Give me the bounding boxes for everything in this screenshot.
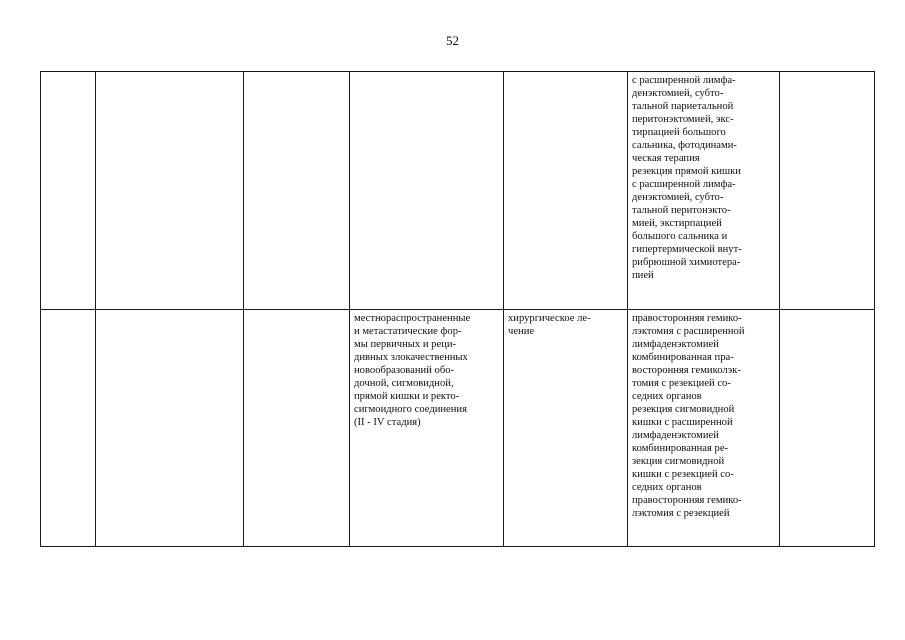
- cell-text-line: седних органов: [632, 391, 702, 402]
- cell-text-line: тальной перитонэкто-: [632, 205, 731, 216]
- cell-text-line: рибрюшной химиотера-: [632, 257, 741, 268]
- table-row: [41, 72, 875, 310]
- cell-text-line: новообразований обо-: [354, 365, 455, 376]
- table-row: [41, 310, 875, 547]
- cell-text-line: мы первичных и реци-: [354, 339, 457, 350]
- table-cell-profile: [96, 310, 244, 547]
- cell-text-line: кишки с расширенной: [632, 417, 733, 428]
- cell-text-line: лэктомия с резекцией: [632, 508, 730, 519]
- cell-text-line: местнораспространенные: [354, 313, 471, 324]
- cell-text-line: лэктомия с расширенной: [632, 326, 745, 337]
- cell-text-line: резекция прямой кишки: [632, 166, 741, 177]
- cell-text-line: правосторонняя гемико-: [632, 495, 742, 506]
- cell-text-line: мией, экстирпацией: [632, 218, 722, 229]
- table-cell-model: [350, 72, 504, 310]
- cell-text-line: комбинированная ре-: [632, 443, 729, 454]
- table-cell-number: [41, 72, 96, 310]
- table-cell-cost: [780, 310, 875, 547]
- table-cell-model: [350, 310, 504, 547]
- table-cell-method: [628, 72, 780, 310]
- cell-text-line: чение: [508, 326, 535, 337]
- page-number: 52: [446, 33, 459, 48]
- cell-text-line: резекция сигмовидной: [632, 404, 735, 415]
- cell-text-line: с расширенной лимфа-: [632, 179, 736, 190]
- cell-text-line: денэктомией, субто-: [632, 88, 724, 99]
- cell-text-line: сальника, фотодинами-: [632, 140, 737, 151]
- cell-text-line: дочной, сигмовидной,: [354, 378, 454, 389]
- table-cell-profile: [96, 72, 244, 310]
- table-cell-code: [244, 72, 350, 310]
- treatment-table: [40, 71, 875, 547]
- table-cell-method: [628, 310, 780, 547]
- cell-text-line: (II - IV стадия): [354, 417, 421, 428]
- table-cell-code: [244, 310, 350, 547]
- cell-text-line: томия с резекцией со-: [632, 378, 731, 389]
- cell-text-line: и метастатические фор-: [354, 326, 462, 337]
- cell-text-line: тирпацией большого: [632, 127, 726, 138]
- cell-text-line: прямой кишки и ректо-: [354, 391, 460, 402]
- cell-text-line: дивных злокачественных: [354, 352, 468, 363]
- table-cell-treatment-type: [504, 310, 628, 547]
- cell-text-line: гипертермической внут-: [632, 244, 742, 255]
- cell-text-line: хирургическое ле-: [508, 313, 591, 324]
- cell-text-line: кишки с резекцией со-: [632, 469, 734, 480]
- cell-text-line: с расширенной лимфа-: [632, 75, 736, 86]
- cell-text-line: ческая терапия: [632, 153, 700, 164]
- cell-text-line: лимфаденэктомией: [632, 339, 719, 350]
- cell-text-line: правосторонняя гемико-: [632, 313, 742, 324]
- cell-text-line: восторонняя гемиколэк-: [632, 365, 741, 376]
- cell-text-line: сигмоидного соединения: [354, 404, 467, 415]
- cell-text-line: большого сальника и: [632, 231, 728, 242]
- cell-text-line: седних органов: [632, 482, 702, 493]
- table-cell-number: [41, 310, 96, 547]
- cell-text-line: комбинированная пра-: [632, 352, 734, 363]
- cell-text-line: лимфаденэктомией: [632, 430, 719, 441]
- table-cell-cost: [780, 72, 875, 310]
- table-cell-treatment-type: [504, 72, 628, 310]
- cell-text-line: зекция сигмовидной: [632, 456, 725, 467]
- cell-text-line: пией: [632, 270, 654, 281]
- cell-text-line: денэктомией, субто-: [632, 192, 724, 203]
- cell-text-line: тальной париетальной: [632, 101, 734, 112]
- cell-text-line: перитонэктомией, экс-: [632, 114, 734, 125]
